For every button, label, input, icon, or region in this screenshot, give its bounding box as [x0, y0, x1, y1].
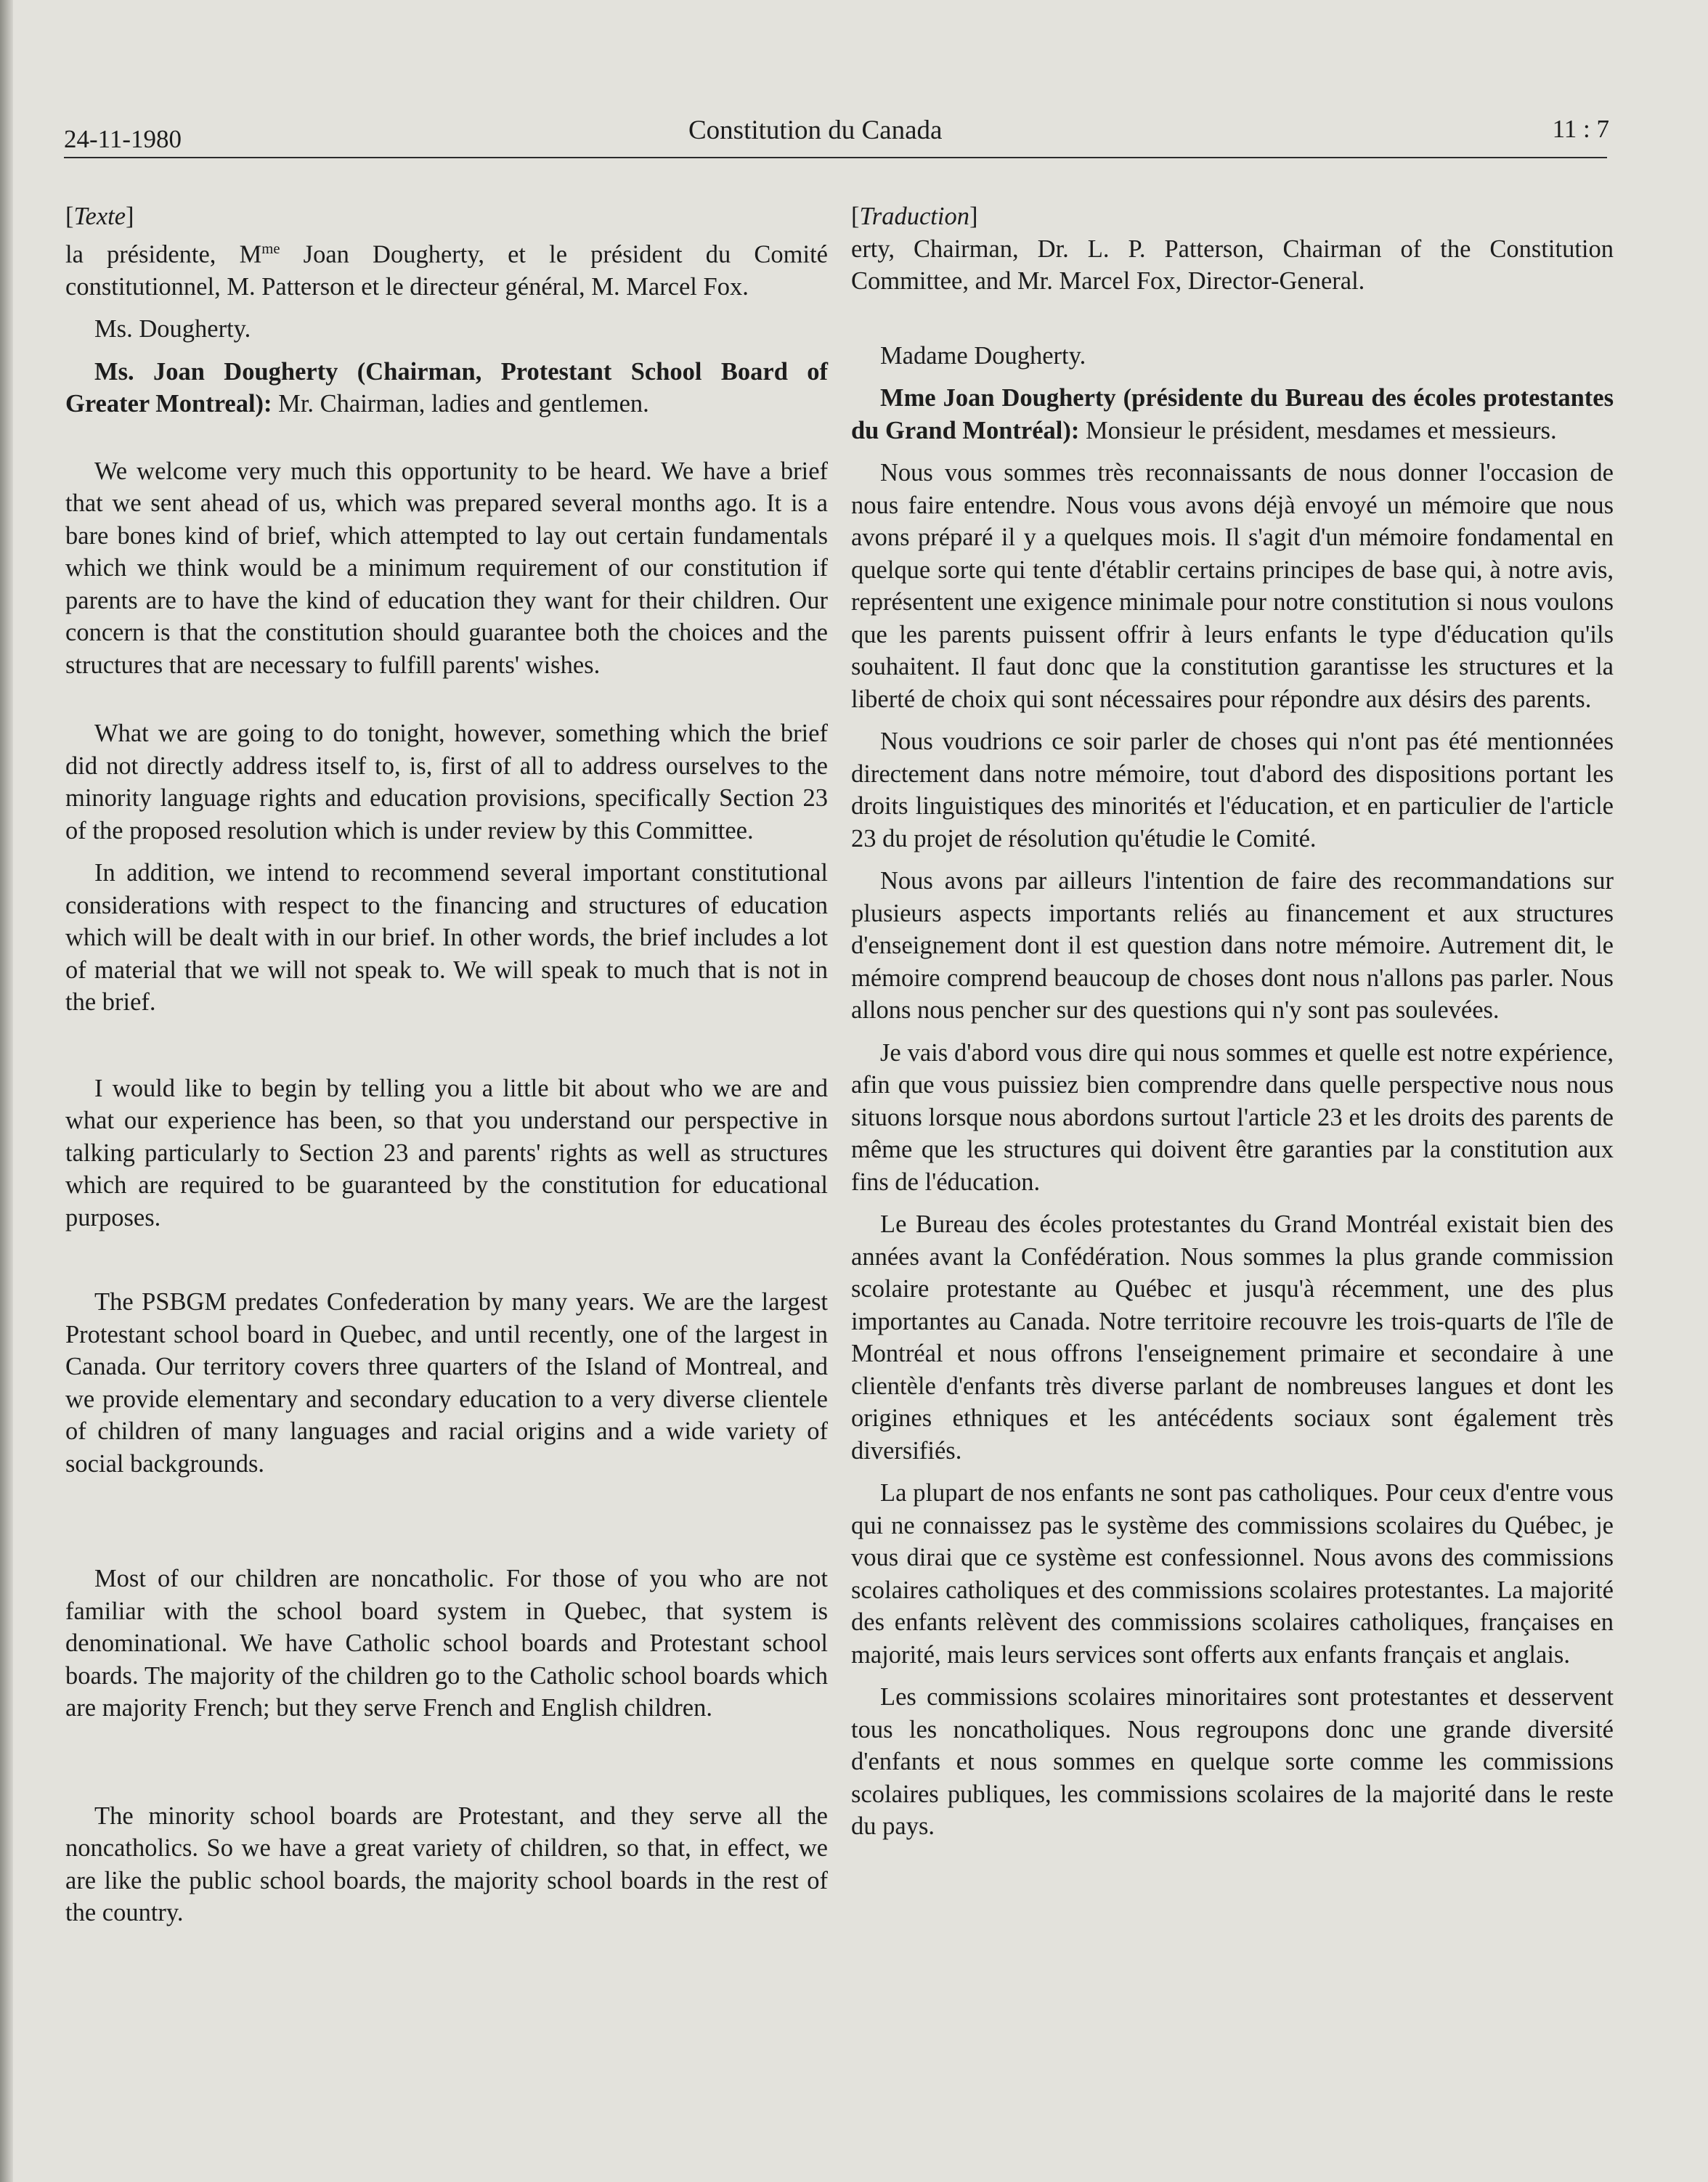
intro-text-1: la présidente, M — [65, 240, 262, 268]
paragraph: Je vais d'abord vous dire qui nous sommes et quelle est notre expérience, afin que vous puissiez bien comprendre dans quelle perspective nous nous situons lorsque nous abordons surtout l'article 23 et les droits des parents de même que les structures qui doivent être garanties par la constitution aux fins de l'éducation. — [851, 1038, 1614, 1196]
paragraph: Nous vous sommes très reconnaissants de nous donner l'occasion de nous faire entendre. Nous vous avons déjà envoyé un mémoire que nous avons préparé il y a quelques mois. Il s'agit d'un mémoire fondamental en quelque sorte qui tente d'établir certains principes de base qui, à notre avis, représentent une exigence minimale pour notre constitution si nous voulons que les parents puissent offrir à leurs enfants le type d'éducation qu'ils souhaitent. Il faut donc que la constitution garantisse les structures et la liberté de choix qui sont nécessaires pour répondre aux désirs des parents. — [851, 459, 1614, 713]
header-rule — [64, 157, 1607, 158]
header-date: 24-11-1980 — [64, 125, 182, 153]
speaker-text: Monsieur le président, mesdames et messieurs. — [1079, 416, 1557, 444]
speaker-paragraph — [851, 382, 1614, 447]
paragraph: Les commissions scolaires minoritaires sont protestantes et desservent tous les noncatholiques. Nous regroupons donc une grande diversité d'enfants et nous sommes en quelque sorte comme les commissions scolaires publiques, les commissions scolaires de la majorité dans le reste du pays. — [851, 1683, 1614, 1840]
paragraph: La plupart de nos enfants ne sont pas catholiques. Pour ceux d'entre vous qui ne connaissez pas le système des commissions scolaires du Québec, je vous dirai que ce système est confessionnel. Nous avons des commissions scolaires catholiques et des commissions scolaires protestantes. La majorité des enfants relèvent des commissions scolaires catholiques, françaises en majorité, mais leurs services sont offerts aux enfants français et anglais. — [851, 1479, 1614, 1669]
section-tag-label: Texte — [73, 203, 126, 230]
right-column — [851, 200, 1614, 1843]
speaker-paragraph — [65, 356, 828, 420]
intro-superscript: me — [261, 240, 280, 257]
header-title: Constitution du Canada — [688, 115, 943, 145]
speaker-text: Mr. Chairman, ladies and gentlemen. — [272, 390, 649, 418]
section-tag-label: Traduction — [859, 203, 969, 230]
paragraph: The minority school boards are Protestant, and they serve all the noncatholics. So we have a great variety of children, so that, in effect, we are like the public school boards, the majority school boards in the rest of the country. — [65, 1802, 828, 1926]
intro-text-2: Joan Dougherty, et le président du Comité constitutionnel, M. Patterson et le directeur général, M. Marcel Fox. — [65, 240, 828, 301]
section-tag: [Traduction] — [851, 203, 978, 230]
paragraph: We welcome very much this opportunity to be heard. We have a brief that we sent ahead of us, which was prepared several months ago. It is a bare bones kind of brief, which attempted to lay out certain fundamentals which we think would be a minimum requirement of our constitution if parents are to have the kind of education they want for their children. Our concern is that the constitution should guarantee both the choices and the structures that are necessary to fulfill parents' wishes. — [65, 457, 828, 679]
paragraph: In addition, we intend to recommend several important constitutional considerations with respect to the financing and structures of education which will be dealt with in our brief. In other words, the brief includes a lot of material that we will not speak to. We will speak to much that is not in the brief. — [65, 859, 828, 1016]
speaker-call: Madame Dougherty. — [880, 341, 1086, 370]
paragraph: I would like to begin by telling you a little bit about who we are and what our experience has been, so that you understand our perspective in talking particularly to Section 23 and parents' rights as well as structures which are required to be guaranteed by the constitution for educational purposes. — [65, 1074, 828, 1232]
paragraph: Nous voudrions ce soir parler de choses qui n'ont pas été mentionnées directement dans notre mémoire, tout d'abord des dispositions portant les droits linguistiques des minorités et l'éducation, et en particulier de l'article 23 du projet de résolution qu'étudie le Comité. — [851, 728, 1614, 852]
header-page-number: 11 : 7 — [1552, 115, 1609, 143]
paragraph: What we are going to do tonight, however, something which the brief did not directly address itself to, is, first of all to address ourselves to the minority language rights and education provisions, specifically Section 23 of the proposed resolution which is under review by this Committee. — [65, 720, 828, 844]
speaker-name: Ms. Joan Dougherty (Chairman, Protestant School Board of Greater Montreal): — [65, 357, 828, 418]
intro-paragraph: erty, Chairman, Dr. L. P. Patterson, Chairman of the Constitution Committee, and Mr. Marcel Fox, Director-General. — [851, 235, 1614, 295]
paragraph: Most of our children are noncatholic. For those of you who are not familiar with the school board system in Quebec, that system is denominational. We have Catholic school boards and Protestant school boards. The majority of the children go to the Catholic school boards which are majority French; but they serve French and English children. — [65, 1565, 828, 1722]
page-header — [64, 115, 1609, 155]
section-tag: [Texte] — [65, 203, 134, 230]
speaker-name: Mme Joan Dougherty (présidente du Bureau des écoles protestantes du Grand Montréal): — [851, 384, 1614, 444]
left-column — [65, 200, 828, 1929]
binding-edge — [0, 0, 13, 2182]
paragraph: Le Bureau des écoles protestantes du Grand Montréal existait bien des années avant la Confédération. Nous sommes la plus grande commission scolaire protestante au Québec et jusqu'à récemment, une des plus importantes au Canada. Notre territoire recouvre les trois-quarts de l'île de Montréal et nous offrons l'enseignement primaire et secondaire à une clientèle d'enfants très diverse parlant de nombreuses langues et dont les origines ethniques et les antécédents sociaux sont également très diversifiés. — [851, 1210, 1614, 1465]
speaker-call: Ms. Dougherty. — [94, 315, 251, 343]
intro-paragraph — [65, 233, 828, 304]
paragraph: The PSBGM predates Confederation by many years. We are the largest Protestant school board in Quebec, and until recently, one of the largest in Canada. Our territory covers three quarters of the Island of Montreal, and we provide elementary and secondary education to a very diverse clientele of children of many languages and racial origins and a wide variety of social backgrounds. — [65, 1288, 828, 1478]
paragraph: Nous avons par ailleurs l'intention de faire des recommandations sur plusieurs aspects importants reliés au financement et aux structures d'enseignement dont il est question dans notre mémoire. Autrement dit, le mémoire comprend beaucoup de choses dont nous n'allons pas parler. Nous allons nous pencher sur des questions qui n'y sont pas soulevées. — [851, 867, 1614, 1024]
